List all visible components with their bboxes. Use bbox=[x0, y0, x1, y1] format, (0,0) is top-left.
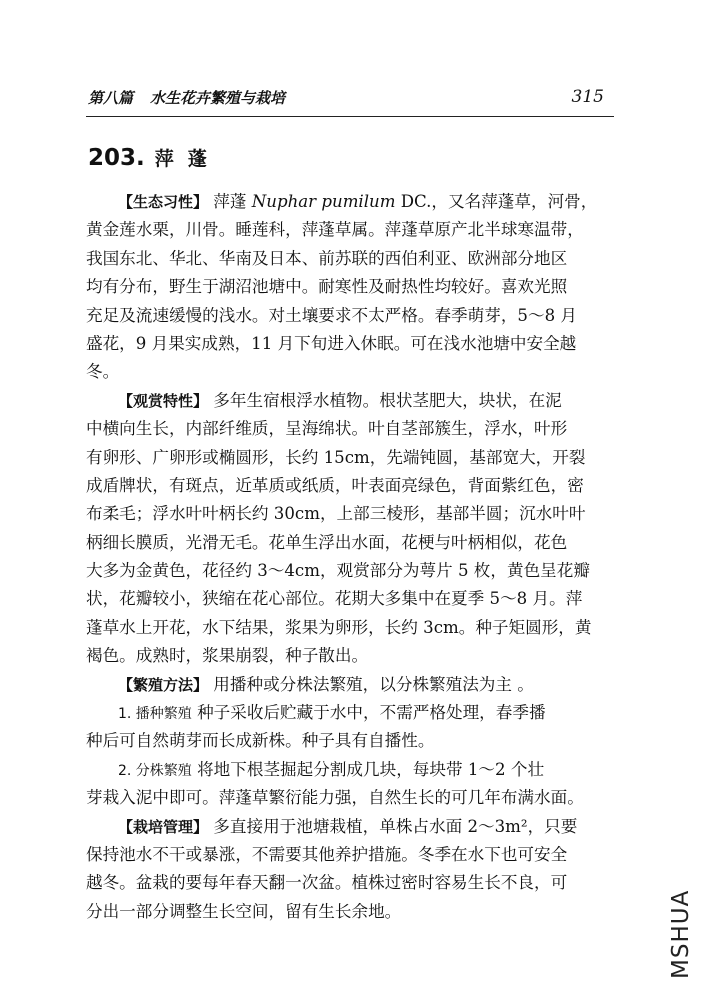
paragraph-line: 有卵形、广卵形或椭圆形，长约 15cm，先端钝圆，基部宽大，开裂 bbox=[86, 447, 586, 467]
paragraph-line: 黄金莲水栗，川骨。睡莲科，萍蓬草属。萍蓬草原产北半球寒温带， bbox=[86, 220, 584, 240]
paragraph-line: 种后可自然萌芽而长成新株。种子具有自播性。 bbox=[86, 731, 435, 751]
latin-name: Nuphar pumilum bbox=[251, 192, 396, 211]
chapter-title: 水生花卉繁殖与栽培 bbox=[150, 89, 286, 107]
paragraph-line: 分出一部分调整生长空间，留有生长余地。 bbox=[86, 901, 402, 921]
chapter-label: 第八篇 bbox=[88, 89, 134, 107]
paragraph-line: 保持池水不干或暴涨，不需要其他养护措施。冬季在水下也可安全 bbox=[86, 844, 568, 864]
paragraph-line: 1. 播种繁殖 种子采收后贮藏于水中，不需严格处理，春季播 bbox=[118, 703, 546, 723]
subheading-sowing: 1. 播种繁殖 bbox=[118, 706, 192, 723]
section-heading-ecology: 【生态习性】 bbox=[118, 193, 209, 211]
paragraph-line: 芽栽入泥中即可。萍蓬草繁衍能力强，自然生长的可几年布满水面。 bbox=[86, 788, 584, 808]
paragraph-line: 柄细长膜质，光滑无毛。花单生浮出水面，花梗与叶柄相似，花色 bbox=[86, 532, 568, 552]
paragraph-line: 均有分布，野生于湖沼池塘中。耐寒性及耐热性均较好。喜欢光照 bbox=[86, 277, 568, 297]
entry-number: 203. bbox=[88, 145, 145, 171]
paragraph-line: 2. 分株繁殖 将地下根茎掘起分割成几块，每块带 1～2 个壮 bbox=[118, 759, 545, 779]
paragraph-line: 布柔毛；浮水叶叶柄长约 30cm，上部三棱形，基部半圆；沉水叶叶 bbox=[86, 504, 586, 524]
paragraph-line: 状，花瓣较小，狭缩在花心部位。花期大多集中在夏季 5～8 月。萍 bbox=[86, 589, 583, 609]
paragraph-line: 成盾牌状，有斑点，近革质或纸质，叶表面亮绿色，背面紫红色，密 bbox=[86, 475, 584, 495]
paragraph-line: 【栽培管理】 多直接用于池塘栽植，单株占水面 2～3m²，只要 bbox=[118, 816, 578, 836]
section-heading-cultivation: 【栽培管理】 bbox=[118, 817, 209, 836]
subheading-division: 2. 分株繁殖 bbox=[118, 762, 192, 779]
paragraph-line: 大多为金黄色，花径约 3～4cm，观赏部分为萼片 5 枚，黄色呈花瓣 bbox=[86, 561, 590, 581]
entry-title bbox=[88, 144, 221, 171]
page-number: 315 bbox=[571, 87, 604, 107]
paragraph-line: 中横向生长，内部纤维质，呈海绵状。叶自茎部簇生，浮水，叶形 bbox=[86, 419, 568, 439]
watermark: MSHUA bbox=[668, 889, 694, 979]
paragraph-line: 【繁殖方法】 用播种或分株法繁殖，以分株繁殖法为主 。 bbox=[118, 674, 534, 694]
section-heading-propagation: 【繁殖方法】 bbox=[118, 675, 209, 694]
paragraph-line: 【观赏特性】 多年生宿根浮水植物。根状茎肥大，块状，在泥 bbox=[118, 390, 562, 410]
paragraph-line: 我国东北、华北、华南及日本、前苏联的西伯利亚、欧洲部分地区 bbox=[86, 248, 568, 268]
entry-name: 萍蓬 bbox=[154, 148, 221, 170]
running-header bbox=[88, 87, 608, 111]
paragraph-line: 褐色。成熟时，浆果崩裂，种子散出。 bbox=[86, 646, 369, 666]
paragraph-line: 盛花，9 月果实成熟，11 月下旬进入休眠。可在浅水池塘中安全越 bbox=[86, 333, 577, 353]
paragraph-line: 越冬。盆栽的要每年春天翻一次盆。植株过密时容易生长不良，可 bbox=[86, 873, 568, 893]
paragraph-line: 蓬草水上开花，水下结果，浆果为卵形，长约 3cm。种子矩圆形，黄 bbox=[86, 617, 592, 637]
article-body bbox=[86, 188, 632, 926]
header-divider bbox=[86, 116, 614, 117]
section-heading-ornamental: 【观赏特性】 bbox=[118, 391, 209, 410]
paragraph-line: 充足及流速缓慢的浅水。对土壤要求不太严格。春季萌芽，5～8 月 bbox=[86, 305, 578, 325]
paragraph-line: 【生态习性】 萍蓬 Nuphar pumilum DC.，又名萍蓬草，河骨， bbox=[118, 192, 598, 211]
paragraph-line: 冬。 bbox=[86, 362, 120, 382]
